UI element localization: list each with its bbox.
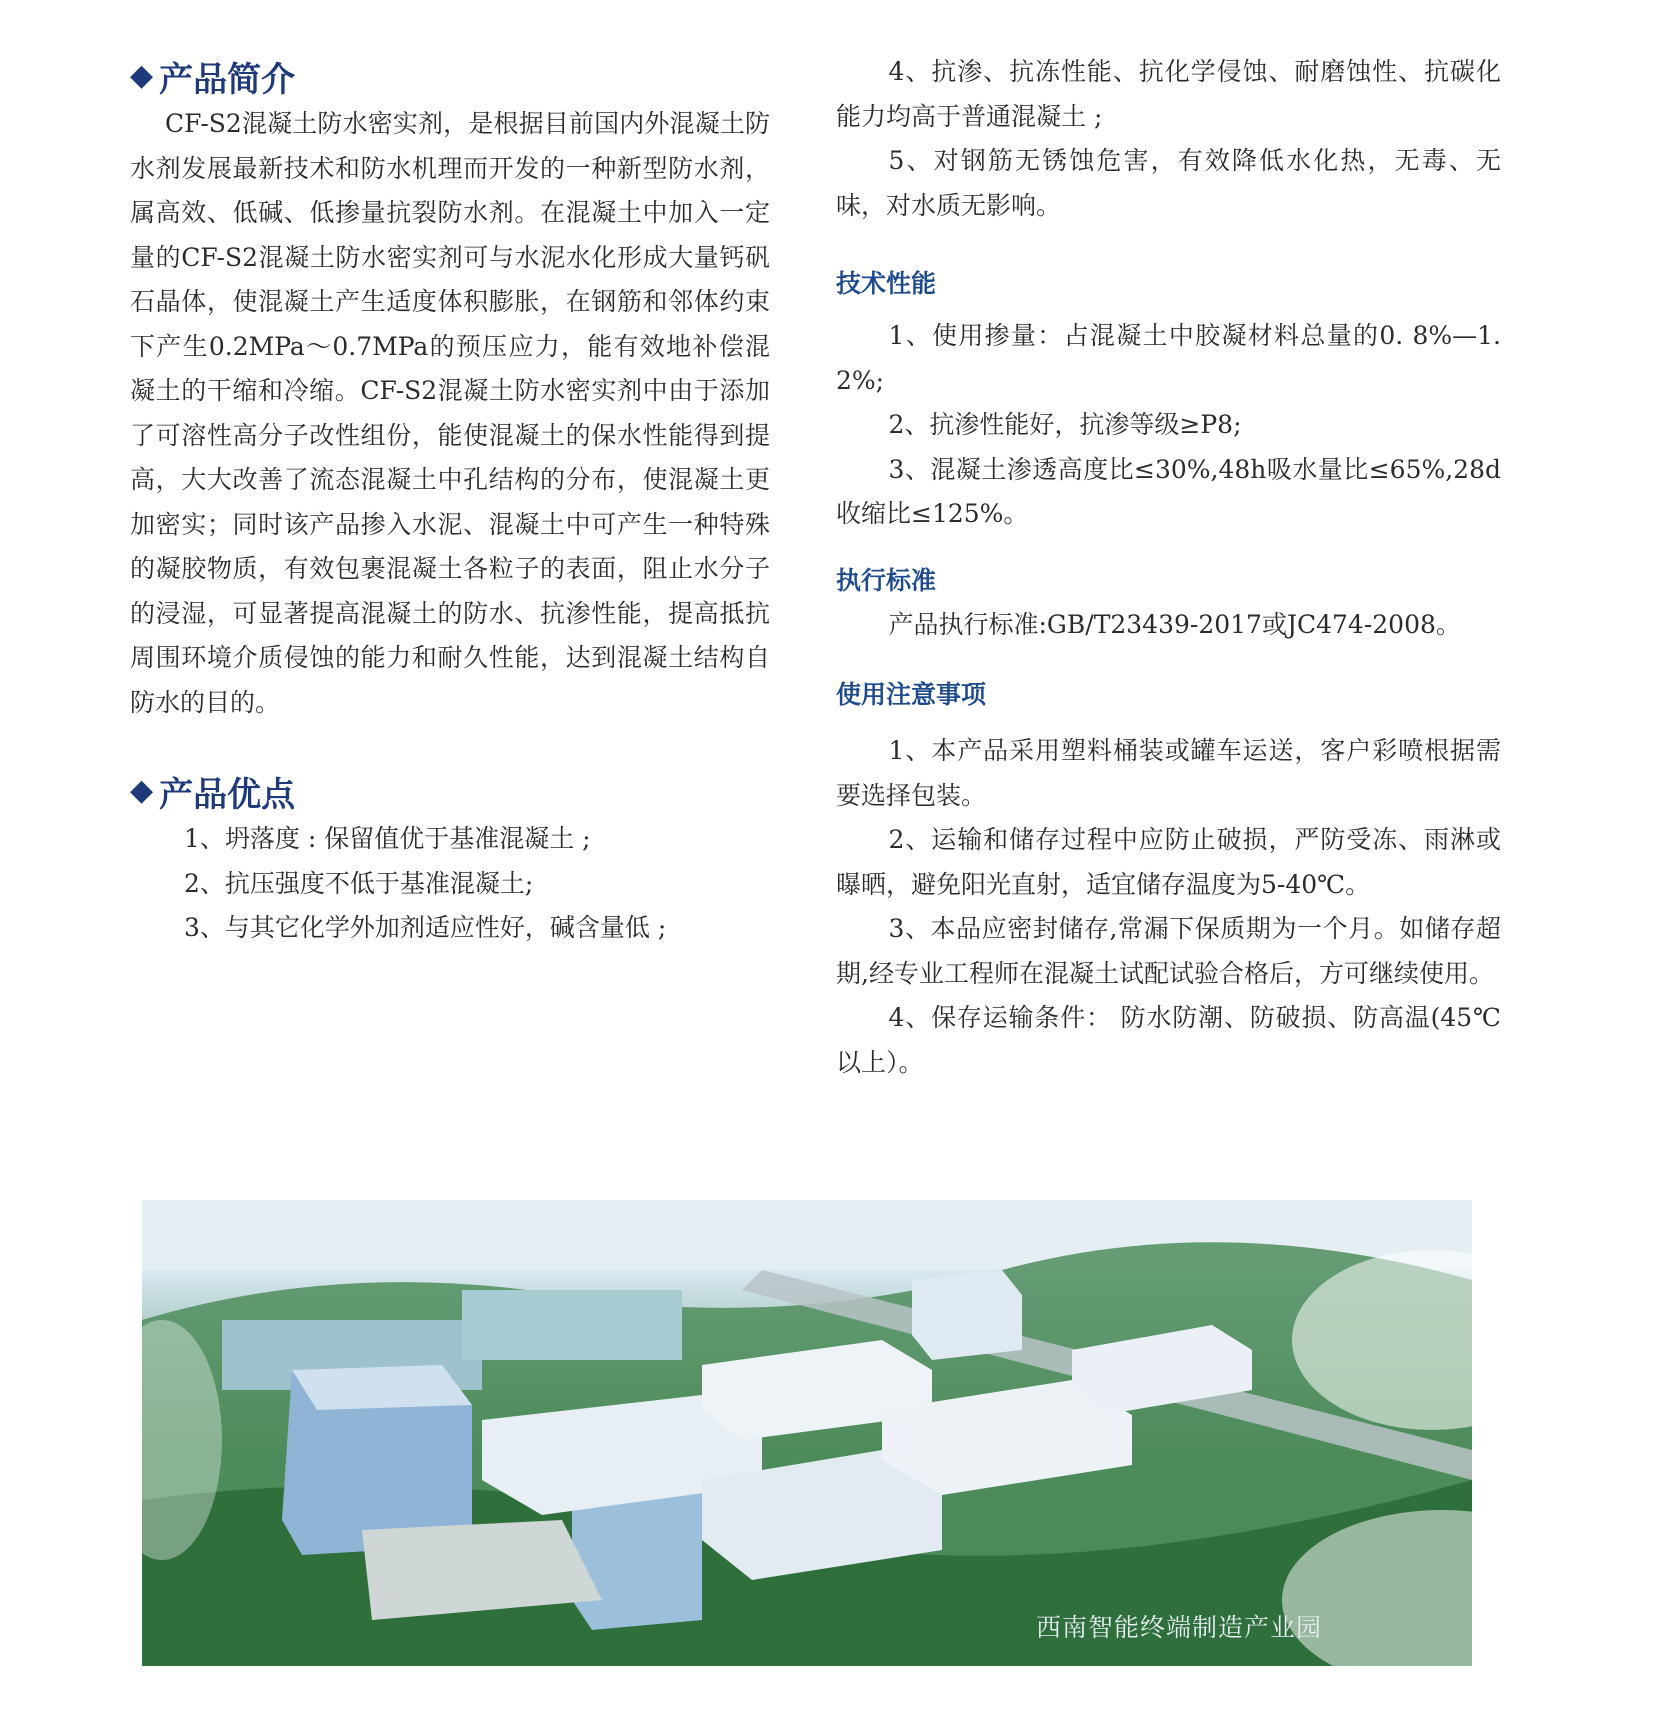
- aerial-industrial-park-photo: [142, 1200, 1472, 1666]
- advantages-heading-text: 产品优点: [159, 774, 296, 815]
- right-column: [836, 50, 1501, 1085]
- factory-block: [912, 1270, 1022, 1360]
- left-column: [130, 50, 770, 951]
- photo-caption: 西南智能终端制造产业园: [1035, 1613, 1322, 1642]
- building: [462, 1290, 682, 1360]
- advantages-list: [130, 817, 770, 951]
- standard-text: 产品执行标准:GB/T23439-2017或JC474-2008。: [888, 609, 1461, 639]
- intro-heading: [130, 50, 770, 102]
- diamond-bullet-icon: ◆: [130, 773, 154, 808]
- tech-heading: 技术性能: [836, 269, 937, 298]
- list-item: 1、坍落度 : 保留值优于基准混凝土 ;: [184, 824, 591, 853]
- tower-roof: [292, 1365, 472, 1410]
- list-item: 2、抗压强度不低于基准混凝土;: [184, 868, 534, 898]
- list-item: 3、与其它化学外加剂适应性好，碱含量低 ;: [184, 913, 667, 942]
- list-item: 5、对钢筋无锈蚀危害，有效降低水化热，无毒、无味，对水质无影响。: [836, 146, 1501, 220]
- list-item: 3、混凝土渗透高度比≤30%,48h吸水量比≤65%,28d收缩比≤125%。: [836, 454, 1501, 528]
- standard-heading: 执行标准: [836, 565, 937, 595]
- list-item: 2、抗渗性能好，抗渗等级≥P8;: [888, 410, 1242, 439]
- list-item: 3、本品应密封储存,常漏下保质期为一个月。如储存超期,经专业工程师在混凝土试配试验合格后，方可继续使用。: [836, 914, 1501, 988]
- aerial-illustration: [142, 1200, 1472, 1666]
- list-item: 4、保存运输条件： 防水防潮、防破损、防高温(45℃以上）。: [836, 1003, 1501, 1077]
- diamond-bullet-icon: ◆: [130, 58, 154, 93]
- list-item: 4、抗渗、抗冻性能、抗化学侵蚀、耐磨蚀性、抗碳化能力均高于普通混凝土 ;: [836, 57, 1501, 131]
- advantages-heading: [130, 765, 770, 817]
- list-item: 2、运输和储存过程中应防止破损，严防受冻、雨淋或曝晒，避免阳光直射，适宜储存温度为5-40℃。: [836, 825, 1501, 899]
- list-item: 1、使用掺量：占混凝土中胶凝材料总量的0. 8%—1. 2%;: [836, 321, 1501, 395]
- intro-body: CF-S2混凝土防水密实剂，是根据目前国内外混凝土防水剂发展最新技术和防水机理而开发的一种新型防水剂，属高效、低碱、低掺量抗裂防水剂。在混凝土中加入一定量的CF-S2混凝土防水密实剂可与水泥水化形成大量钙矾石晶体，使混凝土产生适度体积膨胀，在钢筋和邻体约束下产生0.2MPa～0.7MPa的预压应力，能有效地补偿混凝土的干缩和冷缩。CF-S2混凝土防水密实剂中由于添加了可溶性高分子改性组份，能使混凝土的保水性能得到提高，大大改善了流态混凝土中孔结构的分布，使混凝土更加密实；同时该产品掺入水泥、混凝土中可产生一种特殊的凝胶物质，有效包裹混凝土各粒子的表面，阻止水分子的浸湿，可显著提高混凝土的防水、抗渗性能，提高抵抗周围环境介质侵蚀的能力和耐久性能，达到混凝土结构自防水的目的。: [130, 109, 770, 717]
- list-item: 1、本产品采用塑料桶装或罐车运送，客户彩喷根据需要选择包装。: [836, 736, 1501, 810]
- intro-heading-text: 产品简介: [159, 59, 296, 100]
- notes-heading: 使用注意事项: [836, 680, 987, 709]
